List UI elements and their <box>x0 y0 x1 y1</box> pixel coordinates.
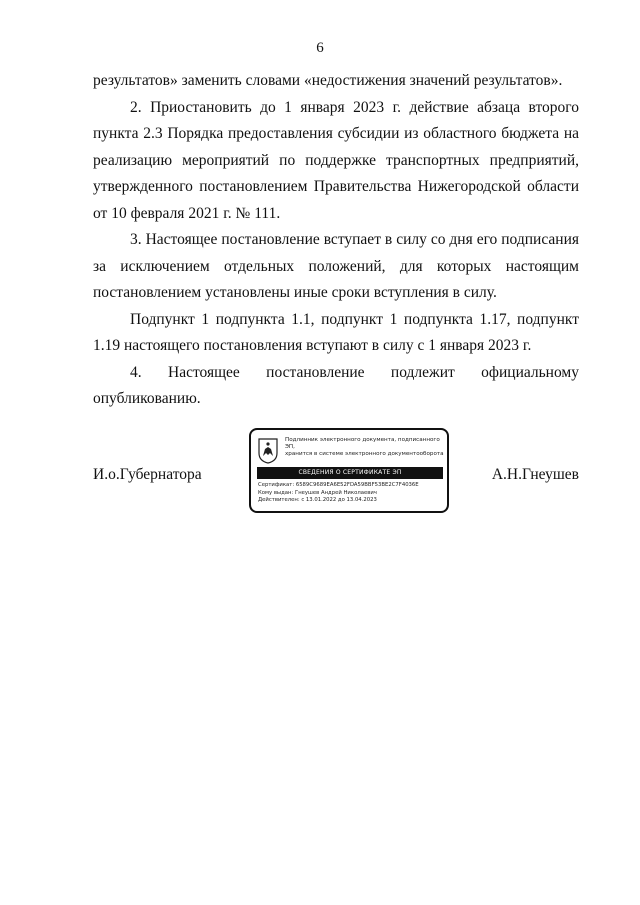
paragraph-continuation: результатов» заменить словами «недостижения значений результатов». <box>93 72 563 89</box>
stamp-note-line-2: хранится в системе электронного документооборота <box>285 451 444 457</box>
stamp-validity: Действителен: с 13.01.2022 до 13.04.2023 <box>258 497 377 504</box>
signatory-position: И.о.Губернатора <box>93 466 202 483</box>
stamp-note-line-1: Подлинник электронного документа, подписанного ЭП, <box>285 437 440 450</box>
paragraph-item-4: 4. Настоящее постановление подлежит официальному опубликованию. <box>93 363 579 407</box>
stamp-header: СВЕДЕНИЯ О СЕРТИФИКАТЕ ЭП <box>257 467 443 479</box>
paragraph-item-2: 2. Приостановить до 1 января 2023 г. действие абзаца второго пункта 2.3 Порядка предоставления субсидии из областного бюджета на реализацию мероприятий по поддержке транспортных предприятий, утвержденного постановлением Правительства Нижегородской области от 10 февраля 2021 г. № 111. <box>93 98 579 222</box>
paragraph-subitem-dates: Подпункт 1 подпункта 1.1, подпункт 1 подпункта 1.17, подпункт 1.19 настоящего постановления вступают в силу с 1 января 2023 г. <box>93 310 579 354</box>
coat-of-arms-icon <box>258 438 278 464</box>
stamp-certificate: Сертификат: 6589C9689EA6E52FDA59BBF53BE2C7F4036E <box>258 482 419 488</box>
paragraph-item-3: 3. Настоящее постановление вступает в силу со дня его подписания за исключением отдельных положений, для которых настоящим постановлением установлены иные сроки вступления в силу. <box>93 231 579 301</box>
stamp-note <box>285 437 445 458</box>
document-body <box>93 68 579 413</box>
page-number: 6 <box>316 40 324 56</box>
stamp-certificate-info <box>258 482 446 505</box>
signatory-name: А.Н.Гнеушев <box>491 466 579 483</box>
electronic-signature-stamp <box>249 428 449 513</box>
stamp-owner: Кому выдан: Гнеушев Андрей Николаевич <box>258 489 377 496</box>
